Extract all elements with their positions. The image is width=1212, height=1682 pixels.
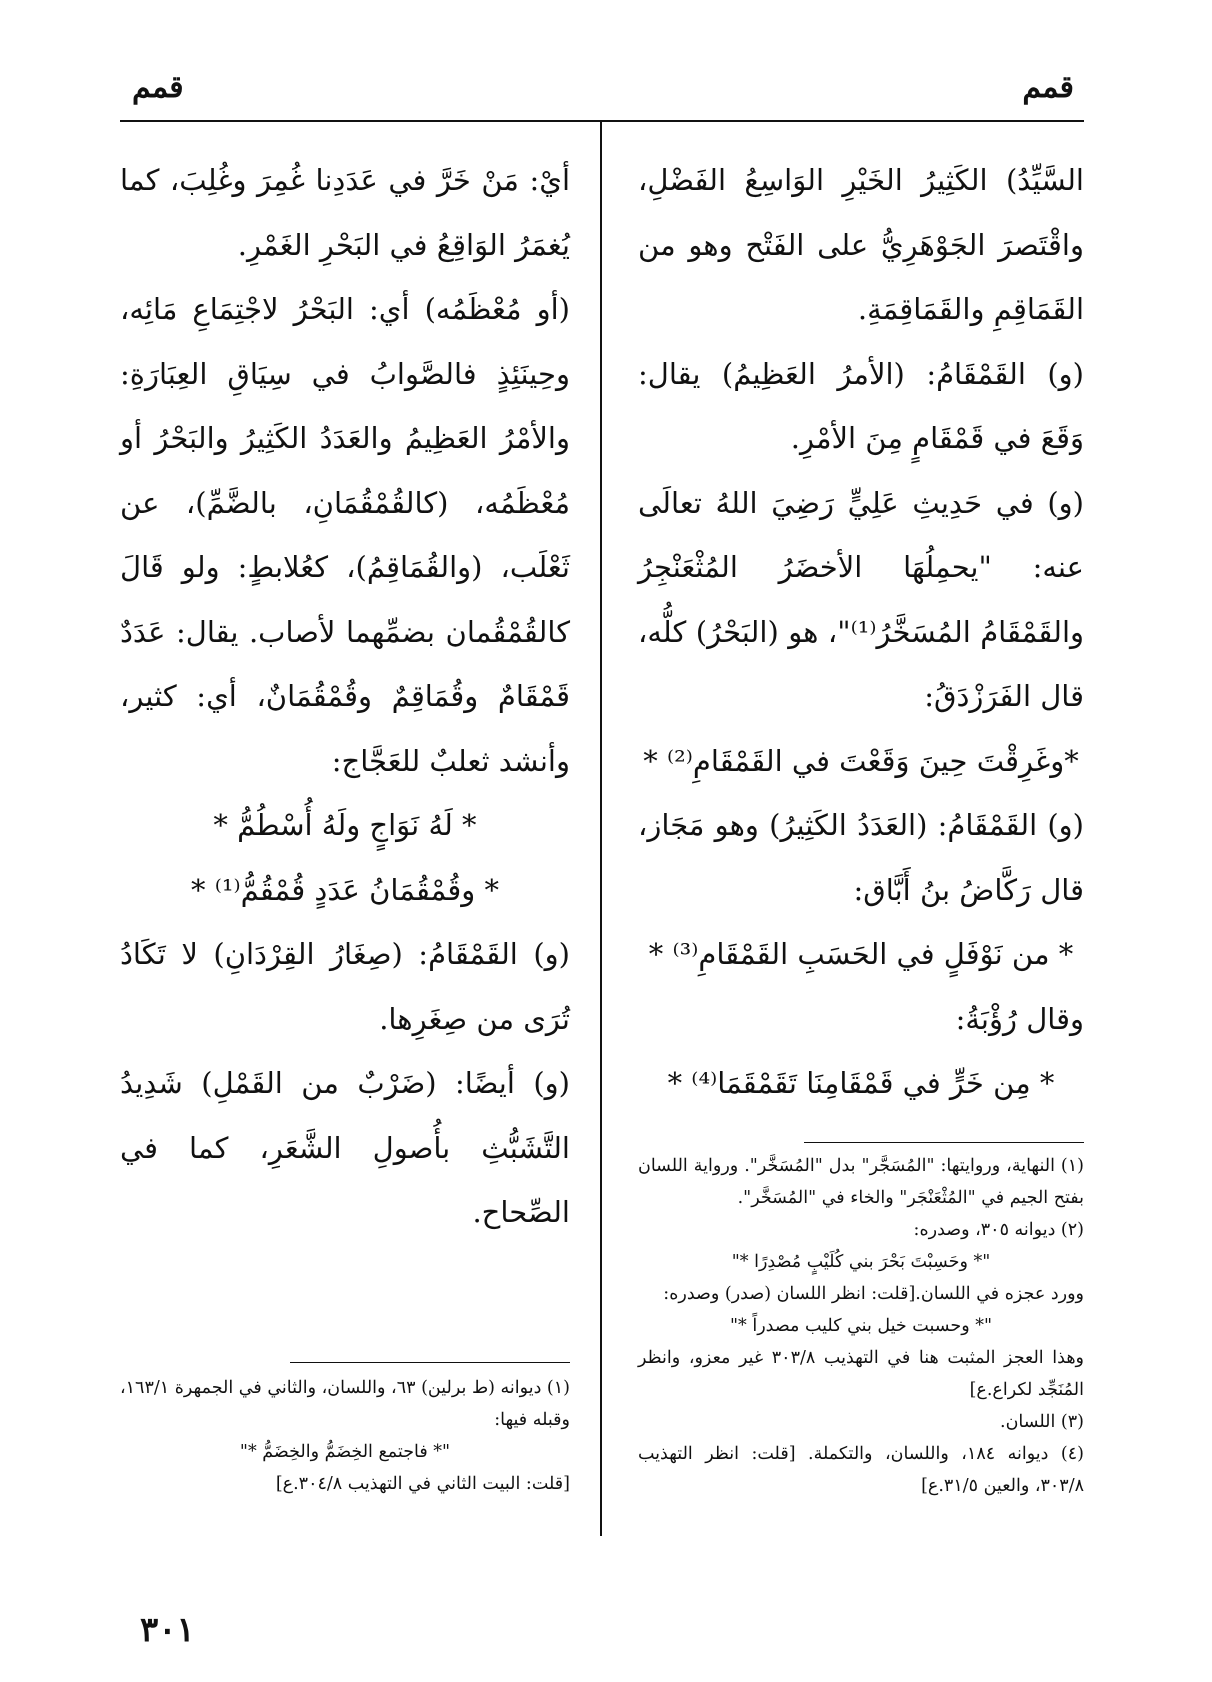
footnote: وهذا العجز المثبت هنا في التهذيب ٣٠٣/٨ غير معزو، وانظر المُنَجِّد لكراع.ع] [638,1348,1085,1400]
paragraph: (و) القَمْقَامُ: (صِغَارُ القِرْدَانِ) لا تَكَادُ تُرَى من صِغَرِها. [120,937,570,1036]
footnote: [قلت: البيت الثاني في التهذيب ٣٠٤/٨.ع] [275,1474,570,1494]
footnote: (١) النهاية، وروايتها: "المُسَجَّر" بدل "المُسَخَّر". ورواية اللسان بفتح الجيم في "المُثْعَنْجَر" والخاء في "المُسَخَّر". [638,1156,1084,1208]
footnote-verse: "* وحسبت خيل بني كليب مصدراً *" [729,1316,993,1336]
verse-line: * من نَوْفَلٍ في الحَسَبِ القَمْقَامِ⁽³⁾ * [648,937,1074,971]
column-divider [600,122,602,1536]
verse-line: *وغَرِقْتَ حِينَ وَقَعْتَ في القَمْقَامِ⁽²⁾ * [643,743,1079,778]
footnote-verse: "* فاجتمع الخِضَمُّ والخِضَمُّ *" [239,1442,451,1462]
verse-line: * وقُمْقُمَانُ عَدَدٍ قُمْقُمُّ⁽¹⁾ * [190,872,499,907]
footnote: (٤) ديوانه ١٨٤، واللسان، والتكملة. [قلت: انظر التهذيب ٣٠٣/٨، والعين ٣١/٥.ع] [638,1444,1084,1496]
footnote: (١) ديوانه (ط برلين) ٦٣، واللسان، والثاني في الجمهرة ١٦٣/١، وقبله فيها: [120,1378,570,1430]
footnotes-left [120,1372,570,1500]
paragraph: (و) القَمْقَامُ: (الأمرُ العَظِيمُ) يقال: وَقَعَ في قَمْقَامٍ مِنَ الأمْرِ. [638,356,1084,455]
paragraph: (أو مُعْظَمُه) أي: البَحْرُ لاجْتِمَاعِ مَائِه، وحِينَئِذٍ فالصَّوابُ في سِيَاقِ العِبَارَةِ: والأمْرُ العَظِيمُ والعَدَدُ الكَثِيرُ والبَحْرُ أو مُعْظَمُه، (كالقُمْقُمَانِ، بالضَّمِّ)، عن ثَعْلَب، (والقُمَاقِمُ)، كعُلابطٍ: ولو قَالَ كالقُمْقُمان بضمِّهما لأصاب. يقال: عَدَدٌ قَمْقَامٌ وقُمَاقِمٌ وقُمْقُمَانٌ، أي: كثير، وأنشد ثعلبٌ للعَجَّاج: [120,292,570,778]
paragraph: السَّيِّدُ) الكَثِيرُ الخَيْرِ الوَاسِعُ الفَضْلِ، واقْتَصرَ الجَوْهَرِيُّ على الفَتْح وهو من القَمَاقِمِ والقَمَاقِمَةِ. [638,163,1084,326]
left-column [120,148,570,1245]
paragraph: أيْ: مَنْ خَرَّ في عَدَدِنا غُمِرَ وغُلِبَ، كما يُغمَرُ الوَاقِعُ في البَحْرِ الغَمْرِ. [120,163,570,262]
header-rule [120,120,1084,122]
paragraph: (و) أيضًا: (ضَرْبٌ من القَمْلِ) شَدِيدُ التَّشَبُّثِ بأُصولِ الشَّعَرِ، كما في الصِّحاح. [120,1066,570,1229]
footnote: (٢) ديوانه ٣٠٥، وصدره: [913,1220,1084,1240]
header-word-right: قمم [1022,70,1074,105]
paragraph: (و) في حَدِيثِ عَلِيٍّ رَضِيَ اللهُ تعالَى عنه: "يحمِلُهَا الأخضَرُ المُثْعَنْجِرُ والقَمْقَامُ المُسَخَّرُ⁽¹⁾"، هو (البَحْرُ) كلُّه، قال الفَرَزْدَقُ: [638,485,1085,713]
footnote-rule-left [290,1362,570,1363]
header-word-left: قمم [132,70,184,105]
footnote-verse: "* وحَسِبْتَ بَحْرَ بني كُلَيْبٍ مُصْدِرًا *" [731,1252,991,1272]
verse-line: * مِن خَرٍّ في قَمْقَامِنَا تَقَمْقَمَا⁽⁴⁾ * [667,1066,1055,1100]
footnote: وورد عجزه في اللسان.[قلت: انظر اللسان (صدر) وصدره: [663,1284,1084,1304]
paragraph: وقال رُؤْبَةُ: [955,1001,1084,1036]
footnote: (٣) اللسان. [1000,1412,1084,1432]
right-column [638,148,1084,1116]
verse-line: * لَهُ نَوَاجٍ ولَهُ أُسْطُمُّ * [213,808,477,842]
paragraph: (و) القَمْقَامُ: (العَدَدُ الكَثِيرُ) وهو مَجَاز، قال رَكَّاضُ بنُ أَبَّاق: [638,808,1084,907]
footnote-rule-right [804,1142,1084,1143]
page-number: ٣٠١ [140,1610,195,1650]
footnotes-right [638,1150,1084,1502]
